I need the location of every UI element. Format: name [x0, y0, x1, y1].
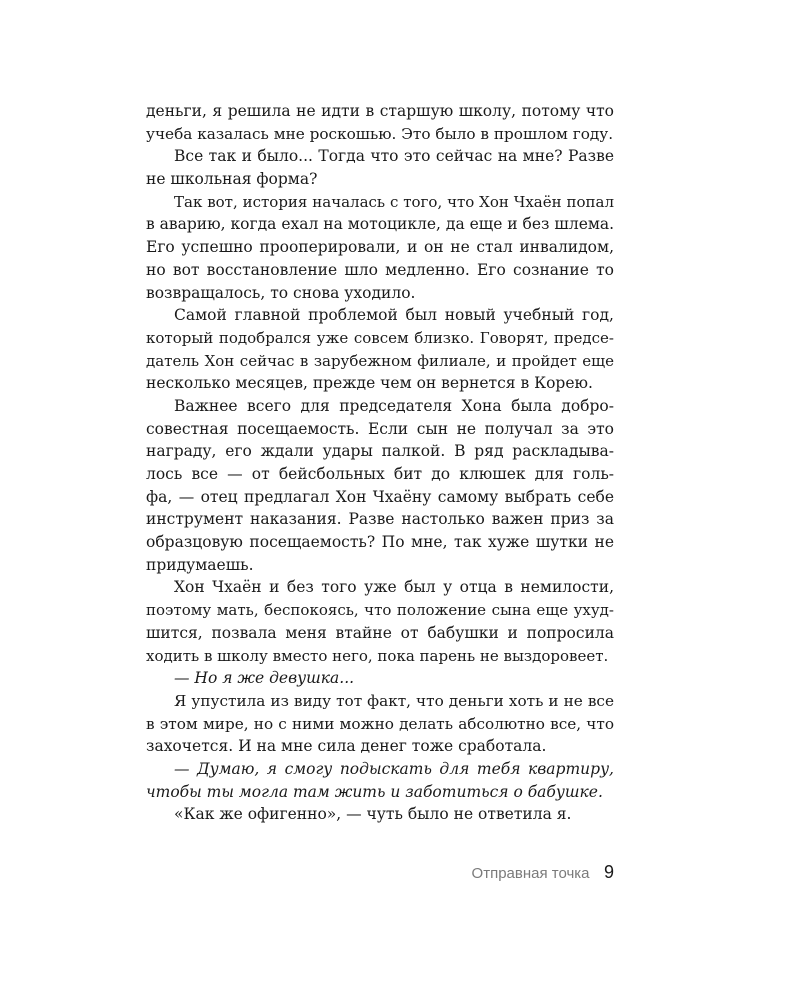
text-line: Все так и было... Тогда что это сейчас на мне? Разве: [174, 147, 614, 166]
text-line: награду, его ждали удары палкой. В ряд раскладыва-: [146, 442, 614, 461]
text-line: инструмент наказания. Разве настолько важен приз за: [146, 510, 614, 529]
text-line: фа, — отец предлагал Хон Чхаёну самому выбрать себе: [146, 487, 614, 506]
page-number: 9: [603, 862, 614, 882]
text-line: возвращалось, то снова уходило.: [146, 283, 416, 302]
text-line: Его успешно прооперировали, и он не стал инвалидом,: [146, 238, 614, 257]
text-line: Я упустила из виду тот факт, что деньги хоть и не все: [174, 691, 614, 710]
text-line: но вот восстановление шло медленно. Его сознание то: [146, 260, 614, 279]
text-line: деньги, я решила не идти в старшую школу, потому что: [146, 102, 614, 120]
text-line: шится, позвала меня втайне от бабушки и попросила: [146, 623, 614, 642]
text-line: Самой главной проблемой был новый учебный год,: [174, 306, 614, 325]
text-line: учеба казалась мне роскошью. Это было в прошлом году.: [146, 124, 614, 143]
text-line: образцовую посещаемость? По мне, так хуже шутки не: [146, 533, 614, 552]
text-line: ходить в школу вместо него, пока парень не выздоровеет.: [146, 646, 609, 665]
text-line: в этом мире, но с ними можно делать абсолютно все, что: [146, 714, 614, 733]
text-line: совестная посещаемость. Если сын не получал за это: [146, 419, 614, 438]
text-line: несколько месяцев, прежде чем он вернется в Корею.: [146, 374, 593, 393]
dialogue-line: — Думаю, я смогу подыскать для тебя квартиру,: [174, 759, 614, 778]
body-text: [146, 100, 614, 826]
text-line: захочется. И на мне сила денег тоже сработала.: [146, 737, 547, 756]
running-title: Отправная точка: [471, 865, 590, 882]
dialogue-line: — Но я же девушка...: [174, 669, 355, 688]
text-line: поэтому мать, беспокоясь, что положение сына еще ухуд-: [146, 601, 614, 620]
text-line: в аварию, когда ехал на мотоцикле, да еще и без шлема.: [146, 215, 615, 234]
text-line: Важнее всего для председателя Хона была добро-: [174, 396, 614, 415]
dialogue-line: чтобы ты могла там жить и заботиться о бабушке.: [146, 782, 603, 801]
text-line: придумаешь.: [146, 555, 254, 574]
text-line: Хон Чхаён и без того уже был у отца в немилости,: [174, 578, 614, 597]
text-line: Так вот, история началась с того, что Хон Чхаён попал: [174, 192, 614, 211]
text-line: лось все — от бейсбольных бит до клюшек для голь-: [146, 465, 614, 483]
text-line: «Как же офигенно», — чуть было не ответила я.: [174, 805, 572, 824]
page-footer: [146, 862, 614, 886]
text-line: датель Хон сейчас в зарубежном филиале, и пройдет еще: [146, 351, 614, 370]
text-line: который подобрался уже совсем близко. Говорят, предсе-: [146, 328, 614, 347]
text-line: не школьная форма?: [146, 170, 318, 189]
